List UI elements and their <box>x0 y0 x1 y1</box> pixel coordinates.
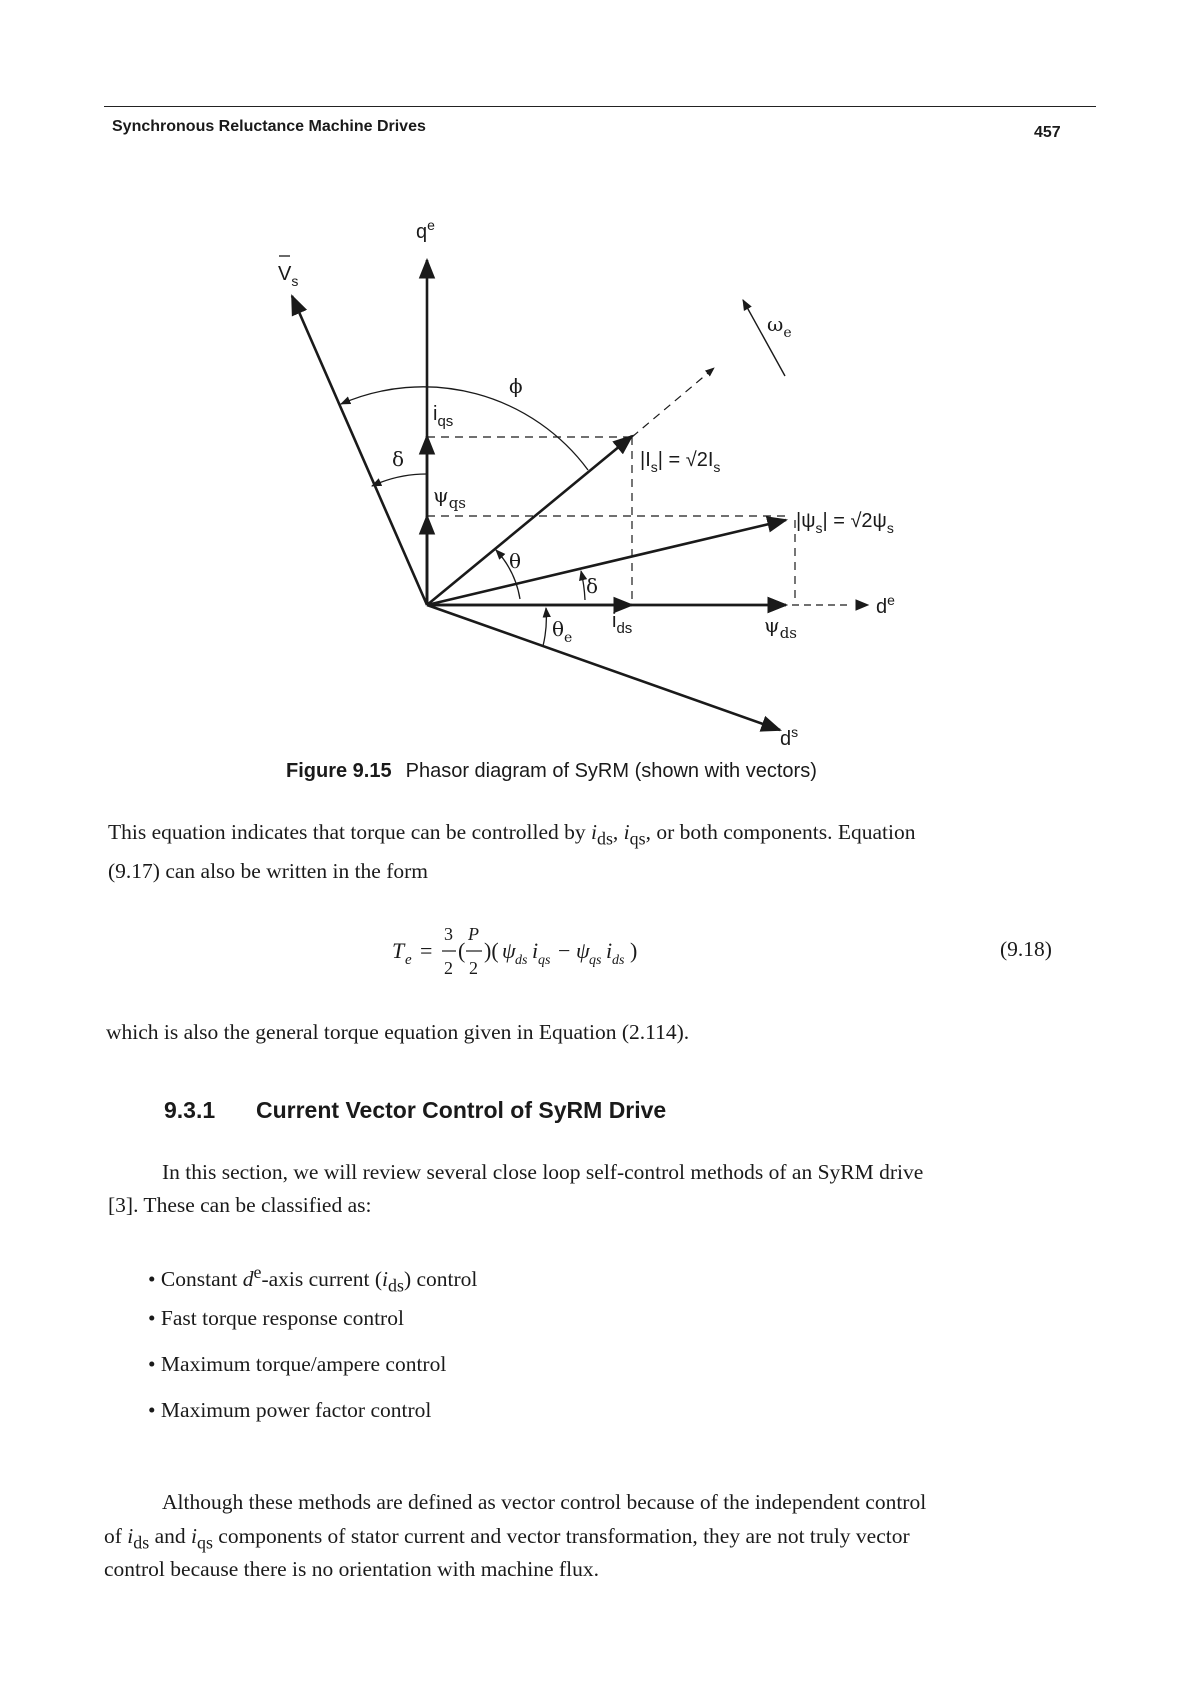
theta-label: θ <box>509 549 522 573</box>
paragraph-3-line-1: In this section, we will review several close loop self-control methods of an SyRM drive <box>162 1160 924 1184</box>
section-heading <box>164 1097 666 1124</box>
iqs-label: $i_{qs}$ <box>433 403 454 430</box>
vs-vector <box>292 296 427 605</box>
caption-text: Phasor diagram of SyRM (shown with vectors) <box>405 760 817 782</box>
svg-text:3: 3 <box>444 924 453 944</box>
section-title: Current Vector Control of SyRM Drive <box>256 1097 667 1123</box>
flux-direction-line <box>632 368 714 437</box>
svg-text:)(: )( <box>484 938 499 963</box>
svg-text:ψ: ψ <box>576 938 590 963</box>
psiqs-label: $\psi_{qs}$ <box>433 483 466 512</box>
svg-text:i: i <box>606 938 613 963</box>
method-list <box>148 1257 477 1441</box>
delta-label-lower: δ <box>586 574 599 598</box>
section-number: 9.3.1 <box>164 1097 216 1123</box>
svg-text:2: 2 <box>444 958 453 978</box>
paragraph-4-line-1: Although these methods are defined as vector control because of the independent control <box>162 1490 927 1514</box>
equation-number: (9.18) <box>1000 937 1052 961</box>
thetae-arc <box>543 608 546 646</box>
delta-label-upper: δ <box>392 447 405 471</box>
list-item: • Maximum torque/ampere control <box>148 1349 477 1395</box>
de-arrowhead <box>856 600 868 610</box>
svg-text:i: i <box>532 938 539 963</box>
omega-label: $\omega_e$ <box>767 312 792 341</box>
list-item: • Constant $d^e$-axis current $(i_{ds})$ control <box>148 1257 477 1303</box>
qe-label: $q^e$ <box>416 217 435 243</box>
svg-text:qs: qs <box>538 953 551 968</box>
torque-equation <box>390 918 680 982</box>
psis-vector <box>427 520 786 605</box>
ds-label: $d^s$ <box>780 724 799 750</box>
list-item: • Fast torque response control <box>148 1303 477 1349</box>
svg-text:=: = <box>420 938 433 963</box>
ds-axis <box>427 605 780 730</box>
svg-text:(: ( <box>458 938 466 963</box>
svg-text:ds: ds <box>515 953 528 968</box>
caption-label: Figure 9.15 <box>286 760 392 782</box>
paragraph-3-line-2: [3]. These can be classified as: <box>108 1193 372 1217</box>
list-item: • Maximum power factor control <box>148 1395 477 1441</box>
paragraph-4-line-2: of $i_{ds}$ and $i_{qs}$ components of stator current and vector transformation, they are not truly vector <box>104 1524 910 1553</box>
ids-label: $i_{ds}$ <box>612 610 633 637</box>
phi-label: ϕ <box>509 374 523 398</box>
is-magnitude-label: $|I_s| = √2I_s$ <box>640 449 721 475</box>
psis-magnitude-label: $|\psi_s| = √2\psi_s$ <box>796 510 894 536</box>
paragraph-1: This equation indicates that torque can be controlled by $i_{ds}$, $i_{qs}$, or both components. Equation (9.17) can also be written in the form <box>108 820 916 884</box>
thetae-label: $\theta_e$ <box>552 617 573 646</box>
delta-arc-upper <box>372 474 427 486</box>
paragraph-4-line-3: control because there is no orientation with machine flux. <box>104 1557 599 1581</box>
paragraph-2: which is also the general torque equation given in Equation (2.114). <box>106 1020 690 1044</box>
figure-caption <box>286 760 817 783</box>
de-label: $d^e$ <box>876 592 895 618</box>
page-number: 457 <box>1034 124 1061 141</box>
vs-label: $V_s$ <box>278 263 299 289</box>
svg-text:P: P <box>468 924 479 944</box>
svg-text:ψ: ψ <box>502 938 516 963</box>
delta-arc-lower <box>581 571 585 600</box>
phi-arc <box>341 387 588 470</box>
svg-text:T: T <box>392 938 405 963</box>
svg-text:2: 2 <box>469 958 478 978</box>
running-head: Synchronous Reluctance Machine Drives <box>112 118 426 135</box>
svg-text:ds: ds <box>612 953 625 968</box>
svg-text:−: − <box>558 938 571 963</box>
svg-text:e: e <box>405 952 412 968</box>
svg-text:qs: qs <box>589 953 602 968</box>
svg-text:): ) <box>630 938 638 963</box>
psids-label: $\psi_{ds}$ <box>764 613 797 642</box>
